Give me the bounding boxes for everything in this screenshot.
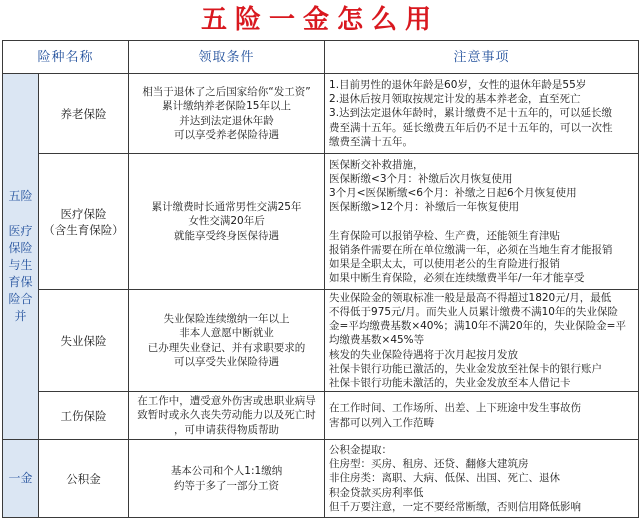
category-wuxian [3, 74, 39, 440]
row-name-pension [39, 74, 129, 154]
row-notes-pension [325, 74, 639, 154]
row-name-label: 公积金 [66, 471, 101, 486]
row-name-unemployment [39, 290, 129, 392]
row-condition-pension [129, 74, 325, 154]
row-name-medical [39, 154, 129, 290]
note-line: 缴费至满十五年。 [329, 135, 414, 148]
note-line: 报销条件需要在所在单位缴满一年，必须在当地生育才能报销 [329, 243, 613, 256]
row-name-label: （含生育保险） [43, 222, 124, 237]
row-notes-medical [325, 154, 639, 290]
note-line: 医保断缴<3个月：补缴后次月恢复使用 [329, 172, 513, 185]
note-line: 社保卡银行功能已激活的，失业金发放至社保卡的银行账户 [329, 362, 603, 375]
note-spacer [329, 215, 635, 229]
condition-line: 相当于退休了之后国家给你“发工资” [142, 85, 311, 98]
condition-line: 累计缴纳养老保险15年以上 [162, 100, 291, 112]
note-line: 均缴费基数×45%等 [329, 334, 425, 347]
table-row-injury [3, 392, 639, 440]
condition-line: 就能享受终身医保待遇 [174, 229, 280, 242]
note-line: 2.退休后按月领取按规定计发的基本养老金，直至死亡 [329, 93, 581, 106]
row-name-housing-fund [39, 440, 129, 518]
row-condition-unemployment [129, 290, 325, 392]
category-wuxian-sub-2: 育保险合并 [8, 275, 33, 323]
note-line: 失业保险金的领取标准一般是最高不得超过1820元/月，最低 [329, 291, 612, 304]
table-row-unemployment [3, 290, 639, 392]
row-name-label: 失业保险 [60, 333, 107, 348]
note-line: 不得低于975元/月。而失业人员累计缴费不满10年的失业保险 [329, 305, 618, 318]
condition-line: 可以享受养老保险待遇 [174, 129, 280, 141]
condition-line: ，可申请获得物质帮助 [174, 423, 280, 436]
row-notes-housing-fund [325, 440, 639, 518]
row-condition-housing-fund [129, 440, 325, 518]
note-line: 1.目前男性的退休年龄是60岁，女性的退休年龄是55岁 [329, 78, 587, 91]
row-condition-injury [129, 392, 325, 440]
note-line: 害都可以列入工作范畴 [329, 416, 435, 429]
category-wuxian-label: 五险 [8, 189, 33, 203]
note-line: 金=平均缴费基数×40%；满10年不满20年的，失业保险金=平 [329, 320, 626, 333]
table-row-pension [3, 74, 639, 154]
page-title: 五险一金怎么用 [200, 5, 439, 35]
header-notes: 注意事项 [325, 41, 639, 74]
row-notes-injury [325, 392, 639, 440]
note-line: 非住房类：离职、大病、低保、出国、死亡、退休 [329, 472, 561, 485]
condition-line: 可以享受失业保险待遇 [174, 356, 280, 368]
category-wuxian-sub-1: 医疗保险与生 [8, 224, 33, 272]
row-condition-medical [129, 154, 325, 290]
row-name-label: 工伤保险 [60, 408, 107, 423]
note-line: 社保卡银行功能未激活的，失业金发放至本人借记卡 [329, 377, 571, 389]
condition-line: 失业保险连续缴纳一年以上 [163, 312, 290, 325]
note-line: 3.达到法定退休年龄时，累计缴费不足十五年的，可以延长缴 [329, 107, 613, 120]
note-line: 生育保险可以报销孕检、生产费，还能领生育津贴 [329, 229, 561, 242]
header-name: 险种名称 [3, 41, 129, 74]
condition-line: 在工作中，遭受意外伤害或患职业病导 [137, 394, 316, 407]
condition-line: 基本公司和个人1:1缴纳 [170, 465, 283, 477]
note-line: 医保断交补救措施， [329, 158, 424, 171]
row-notes-unemployment [325, 290, 639, 392]
condition-line: 已办理失业登记、并有求职要求的 [147, 341, 306, 354]
condition-line: 累计缴费时长通常男性交满25年 [151, 200, 302, 213]
note-line: 住房型：买房、租房、还贷、翻修大建筑房 [329, 458, 529, 471]
table-row-medical [3, 154, 639, 290]
row-name-label: 养老保险 [60, 106, 107, 121]
row-name-label: 医疗保险 [60, 206, 107, 221]
table-header-row [3, 41, 639, 74]
category-yijin: 一金 [3, 440, 39, 518]
note-line: 在工作时间、工作场所、出差、上下班途中发生事故伤 [329, 402, 582, 415]
note-line: 但千万要注意，一定不要经常断缴，否则信用降低影响 [329, 500, 582, 513]
note-line: 核发的失业保险待遇将于次月起按月发放 [329, 348, 519, 361]
note-line: 医保断缴>12个月：补缴后一年恢复使用 [329, 201, 520, 214]
note-line: 积金贷款买房利率低 [329, 486, 424, 499]
note-line: 如果中断生育保险，必须在连续缴费半年/一年才能享受 [329, 272, 585, 285]
condition-line: 致暂时或永久丧失劳动能力以及死亡时 [137, 409, 316, 422]
row-name-injury [39, 392, 129, 440]
condition-line: 女性交满20年后 [188, 215, 265, 228]
insurance-table [2, 40, 639, 518]
note-line: 如果是全职太太，可以使用老公的生育险进行报销 [329, 257, 561, 270]
header-condition: 领取条件 [129, 41, 325, 74]
table-row-housing-fund [3, 440, 639, 518]
note-line: 公积金提取： [329, 443, 393, 456]
note-line: 费至满十五年。延长缴费五年后仍不足十五年的，可以一次性 [329, 121, 613, 134]
condition-line: 约等于多了一部分工资 [174, 479, 280, 492]
condition-line: 并达到法定退休年龄 [179, 114, 274, 127]
note-line: 3个月<医保断缴<6个月：补缴之日起6个月恢复使用 [329, 187, 577, 200]
condition-line: 非本人意愿中断就业 [179, 327, 274, 339]
